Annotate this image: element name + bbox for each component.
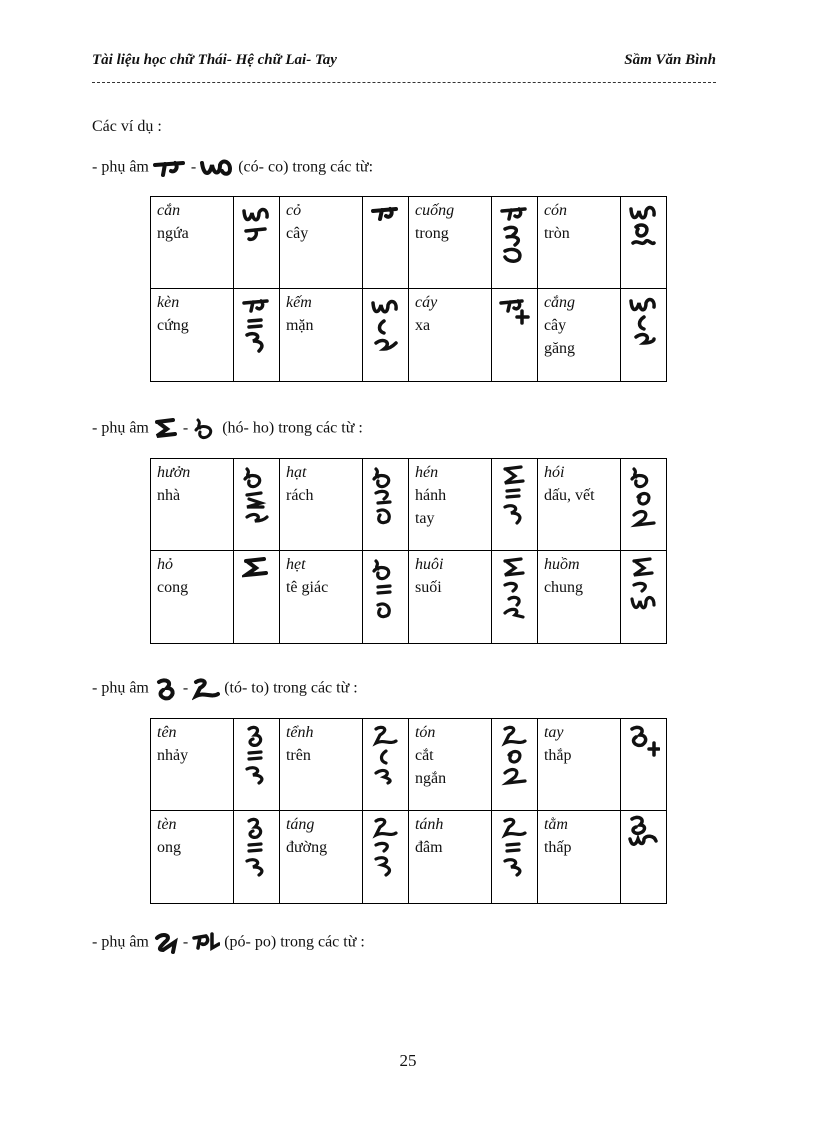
vocab-cell: huồm chung — [537, 551, 620, 644]
vocab-cell: tánh đâm — [408, 811, 491, 904]
thai-word-glyph — [234, 197, 280, 289]
section-dash: - — [182, 679, 189, 697]
thai-word-glyph — [620, 551, 666, 644]
thai-word-glyph — [491, 551, 537, 644]
vocab-cell: tên nhảy — [151, 719, 234, 811]
vocab-cell: cỏ cây — [279, 197, 362, 289]
vocab-cell: hén hánh tay — [408, 459, 491, 551]
section-suffix: (hó- ho) trong các từ : — [222, 419, 363, 437]
vocab-cell: tèn ong — [151, 811, 234, 904]
table-row — [151, 289, 667, 382]
vocab-cell: hói dấu, vết — [537, 459, 620, 551]
vocab-cell: hưởn nhà — [151, 459, 234, 551]
section-prefix: - phụ âm — [92, 933, 149, 951]
section-suffix: (pó- po) trong các từ : — [224, 933, 365, 951]
vocab-cell: tểnh trên — [279, 719, 362, 811]
vocab-cell: cón tròn — [537, 197, 620, 289]
thai-word-glyph — [362, 551, 408, 644]
vocab-cell: hỏ cong — [151, 551, 234, 644]
section-suffix: (có- co) trong các từ: — [238, 158, 374, 176]
section-co-heading — [92, 155, 373, 181]
vocab-table-co — [150, 196, 667, 382]
thai-word-glyph — [620, 459, 666, 551]
vocab-cell: kếm mặn — [279, 289, 362, 382]
table-row — [151, 197, 667, 289]
vocab-cell: tằm thấp — [537, 811, 620, 904]
thai-word-glyph — [234, 551, 280, 644]
thai-po-low-glyph — [192, 930, 220, 956]
thai-ho-low-glyph — [192, 416, 218, 442]
thai-word-glyph — [491, 197, 537, 289]
thai-word-glyph — [491, 289, 537, 382]
vocab-cell: tay thắp — [537, 719, 620, 811]
table-row — [151, 719, 667, 811]
page-number: 25 — [399, 1051, 417, 1070]
section-prefix: - phụ âm — [92, 679, 149, 697]
thai-to-high-glyph — [153, 676, 179, 702]
thai-word-glyph — [491, 459, 537, 551]
thai-to-low-glyph — [192, 676, 220, 702]
header-author: Sầm Văn Bình — [624, 52, 716, 68]
thai-word-glyph — [362, 459, 408, 551]
section-suffix: (tó- to) trong các từ : — [224, 679, 358, 697]
vocab-cell: hạt rách — [279, 459, 362, 551]
section-dash: - — [182, 933, 189, 951]
vocab-cell: cuống trong — [408, 197, 491, 289]
thai-ho-high-glyph — [153, 416, 179, 442]
thai-word-glyph — [234, 289, 280, 382]
thai-word-glyph — [234, 719, 280, 811]
header-title: Tài liệu học chữ Thái- Hệ chữ Lai- Tay — [92, 52, 337, 68]
vocab-cell: cắng cây găng — [537, 289, 620, 382]
vocab-cell: kèn cứng — [151, 289, 234, 382]
thai-word-glyph — [620, 811, 666, 904]
section-prefix: - phụ âm — [92, 419, 149, 437]
thai-word-glyph — [620, 719, 666, 811]
vocab-cell: cắn ngứa — [151, 197, 234, 289]
thai-co-high-glyph — [153, 155, 187, 181]
section-prefix: - phụ âm — [92, 158, 149, 176]
section-dash: - — [182, 419, 189, 437]
thai-word-glyph — [620, 289, 666, 382]
vocab-cell: huôi suối — [408, 551, 491, 644]
vocab-cell: táng đường — [279, 811, 362, 904]
vocab-cell: hẹt tê giác — [279, 551, 362, 644]
table-row — [151, 459, 667, 551]
vocab-table-ho — [150, 458, 667, 644]
thai-co-low-glyph — [200, 155, 234, 181]
section-po-heading — [92, 930, 365, 956]
thai-word-glyph — [362, 811, 408, 904]
thai-word-glyph — [362, 197, 408, 289]
thai-word-glyph — [620, 197, 666, 289]
page-header — [92, 52, 716, 76]
section-to-heading — [92, 676, 358, 702]
thai-word-glyph — [362, 719, 408, 811]
header-divider — [92, 82, 716, 83]
table-row — [151, 551, 667, 644]
thai-word-glyph — [362, 289, 408, 382]
thai-po-high-glyph — [153, 930, 179, 956]
thai-word-glyph — [491, 811, 537, 904]
section-ho-heading — [92, 416, 363, 442]
thai-word-glyph — [491, 719, 537, 811]
examples-heading: Các ví dụ : — [92, 118, 162, 135]
thai-word-glyph — [234, 811, 280, 904]
vocab-table-to — [150, 718, 667, 904]
thai-word-glyph — [234, 459, 280, 551]
table-row — [151, 811, 667, 904]
section-dash: - — [190, 158, 197, 176]
vocab-cell: cáy xa — [408, 289, 491, 382]
vocab-cell: tón cắt ngắn — [408, 719, 491, 811]
